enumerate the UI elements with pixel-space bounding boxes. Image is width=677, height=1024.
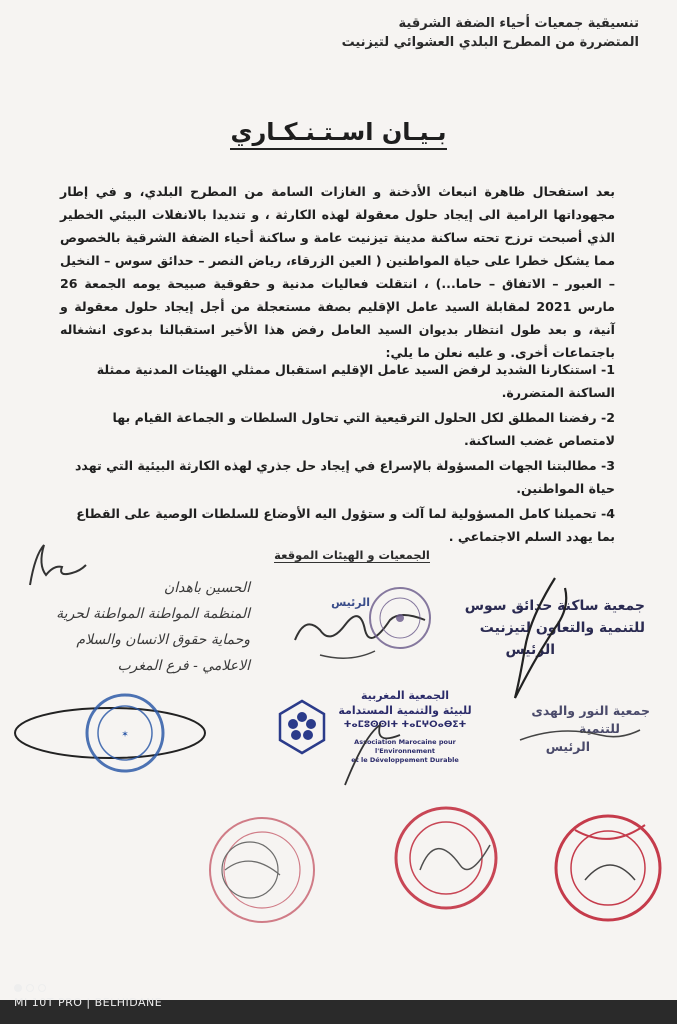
body-paragraph: بعد استفحال ظاهرة انبعاث الأدخنة و الغازات السامة من المطرح البلدي، و في إطار مجهوداتها الرامية الى إيجاد حلول معقولة لهذه الكارثة ، و تنديدا بالانفلات البيئي الخطير الذي أصبحت ترزح تحته ساكنة مدينة تيزنيت عامة و ساكنة أحياء الضفة الشرقية بالخصوص مما يشكل خطرا على حياة المواطنين ( العين الزرقاء، رياض النصر – حدائق سوس – النخيل – العبور – الاتفاق – حاما...) ، انتقلت فعاليات مدنية و حقوقية صبيحة يومه الجمعة 26 مارس 2021 لمقابلة السيد عامل الإقليم بصفة مستعجلة من أجل إيجاد حلول معقولة و آنية، و بعد طول انتظار بديوان السيد العامل رفض هذا الأخير استقبالنا بدعوى انشغاله باجتماعات أخرى. و عليه نعلن ما يلي: <box>60 184 615 360</box>
signature-scribble-1 <box>30 545 86 585</box>
environment-association-fr-2: et le Développement Durable <box>351 756 459 764</box>
handwritten-line-1: الحسين باهدان <box>163 580 250 596</box>
camera-watermark <box>14 984 314 1009</box>
association-souss-line-1: جمعية ساكنة حدائق سوس <box>464 598 645 614</box>
stamp-bottom-left <box>210 818 314 922</box>
association-nour-line-3: الرئيس <box>545 739 590 754</box>
environment-association-fr-1: Association Marocaine pour l'Environnement <box>354 738 456 755</box>
watermark-dots <box>14 984 314 992</box>
stamp-left-blue <box>15 695 205 771</box>
handwritten-line-4: الاعلامي - فرع المغرب <box>117 658 250 674</box>
environment-association-tifinagh: ⵜⴰⵎⵓⵙⵙⵏⵜ ⵜⴰⵎⵖⵔⴰⴱⵉⵜ <box>343 720 467 730</box>
handwritten-line-3: وحماية حقوق الانسان والسلام <box>76 632 250 648</box>
demand-item-1: 1- استنكارنا الشديد لرفض السيد عامل الإقليم استقبال ممثلي الهيئات المدنية ممثلة الساكنة المتضررة. <box>96 362 615 400</box>
signature-souss <box>515 578 566 698</box>
watermark-dot-icon <box>14 984 22 992</box>
stamp-bottom-right <box>556 816 660 920</box>
demand-item-4: 4- تحميلنا كامل المسؤولية لما آلت و ستؤول اليه الأوضاع للسلطات الوصية على القطاع بما يهدد السلم الاجتماعي . <box>76 506 615 544</box>
environment-association-ar-2: للبيئة والتنمية المستدامة <box>338 704 472 717</box>
svg-text:✶: ✶ <box>121 730 129 740</box>
demand-item-3: 3- مطالبتنا الجهات المسؤولة بالإسراع في إيجاد حل جذري لهذه الكارثة البيئية التي تهدد حياة المواطنين. <box>74 458 615 496</box>
watermark-dot-icon <box>38 984 46 992</box>
header-line-1: تنسيقية جمعيات أحياء الضفة الشرقية <box>398 16 639 31</box>
environment-association-ar-1: الجمعية المغربية <box>360 689 450 702</box>
signatures-heading-text: الجمعيات و الهيئات الموقعة <box>274 548 430 562</box>
device-label: MI 10T PRO | BELHIDANE <box>14 996 163 1009</box>
signature-nour <box>520 730 640 740</box>
signature-environment <box>345 725 400 785</box>
association-souss-line-3: الرئيس <box>505 642 555 658</box>
stamp-bottom-middle <box>396 808 496 908</box>
association-nour-line-2: للتنمية <box>578 721 620 736</box>
environment-logo <box>280 701 324 753</box>
association-nour-line-1: جمعية النور والهدى <box>531 703 650 718</box>
association-souss-line-2: للتنمية والتعاون لتيزنيت <box>479 620 645 636</box>
header-line-2: المتضررة من المطرح البلدي العشوائي لتيزنيت <box>341 35 639 50</box>
document-title-text: بـيـان اسـتـنـكـاري <box>230 118 446 150</box>
handwritten-line-2: المنظمة المواطنة المواطنة لحرية <box>56 606 250 622</box>
demand-item-2: 2- رفضنا المطلق لكل الحلول الترقيعية التي تحاول السلطات و الجماعة القيام بها لامتصاص غضب الساكنة. <box>112 410 615 448</box>
center-president-label: الرئيس <box>331 596 370 609</box>
watermark-dot-icon <box>26 984 34 992</box>
signature-center <box>295 615 425 640</box>
